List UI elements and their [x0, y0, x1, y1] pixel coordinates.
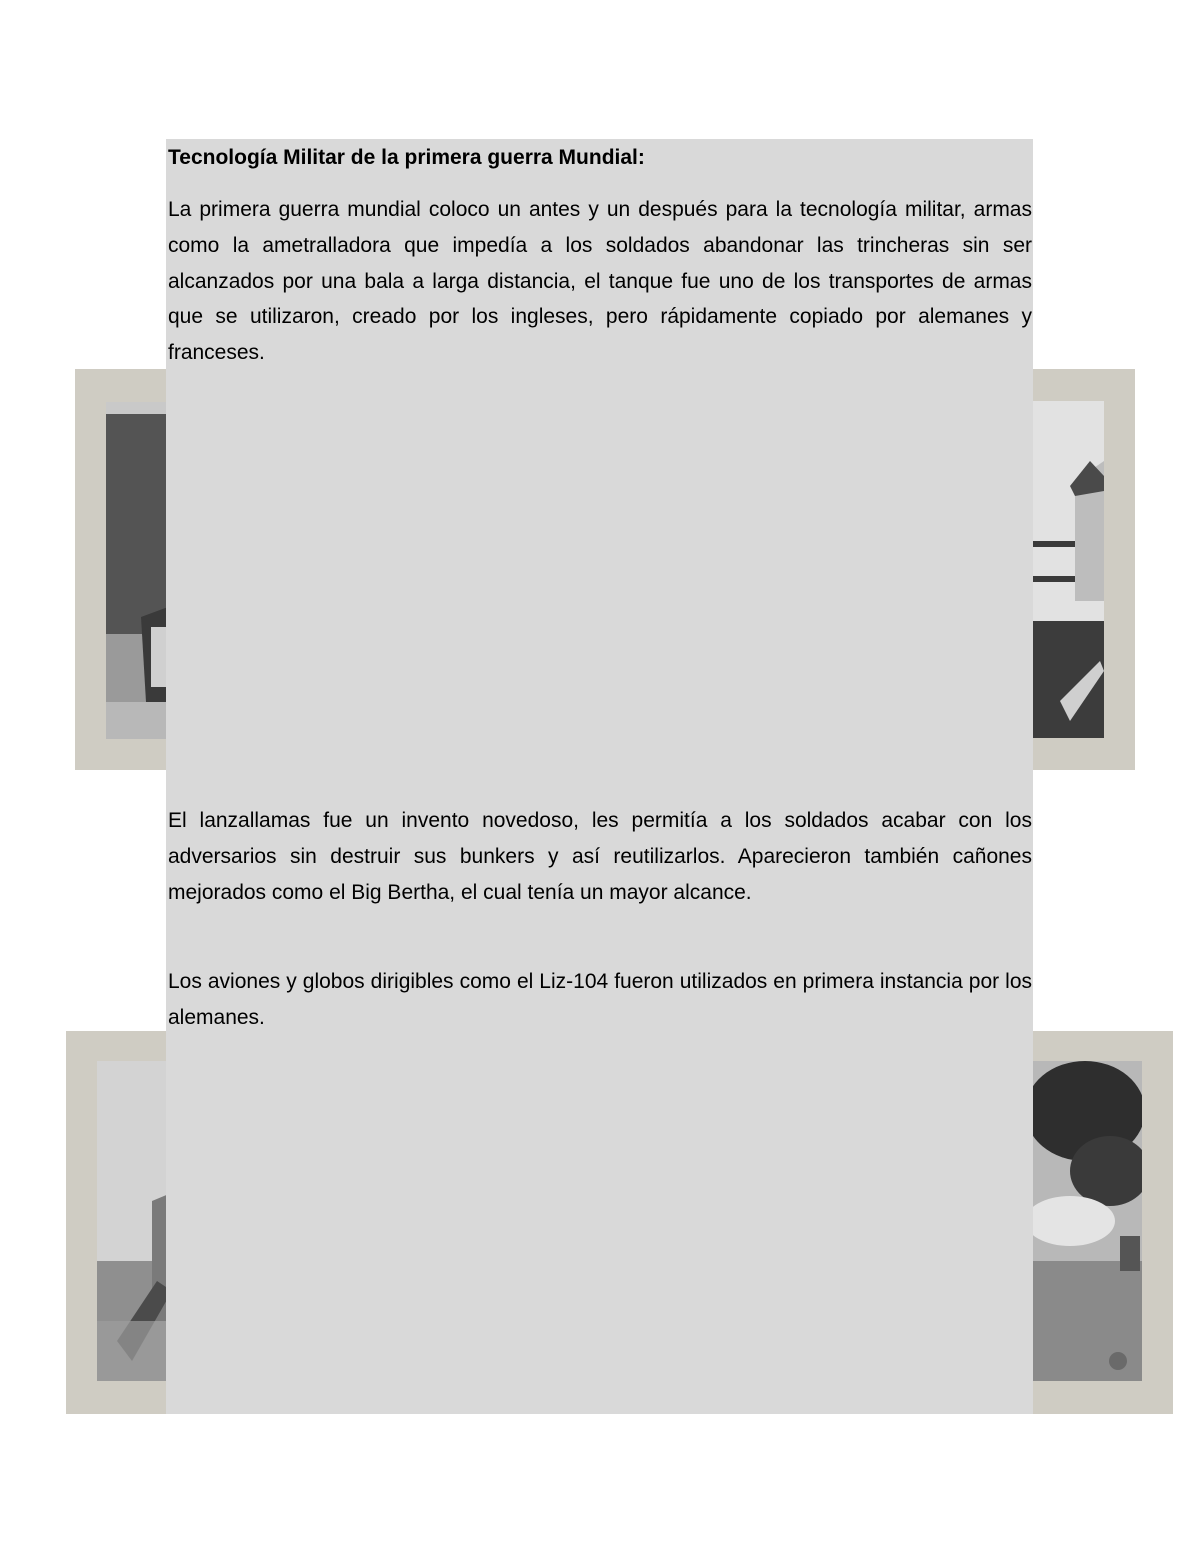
paragraph-flamethrower: El lanzallamas fue un invento novedoso, les permitía a los soldados acabar con los adversarios sin destruir sus bunkers y así reutilizarlos. Aparecieron también cañones mejorados como el Big Bertha, el cual tenía un mayor alcance. [168, 809, 1032, 904]
photo-ww1-explosion-right [1030, 1061, 1142, 1381]
paragraph-intro: La primera guerra mundial coloco un antes y un después para la tecnología militar, armas como la ametralladora que impedía a los soldados abandonar las trincheras sin ser alcanzados por una bala a larga distancia, el tanque fue uno de los transportes de armas que se utilizaron, creado por los ingleses, pero rápidamente copiado por alemanes y franceses. [168, 198, 1032, 365]
paragraph-aircraft: Los aviones y globos dirigibles como el Liz-104 fueron utilizados en primera instancia por los alemanes. [168, 970, 1032, 1029]
photo-ww1-house-right [1030, 401, 1104, 738]
document-title: Tecnología Militar de la primera guerra Mundial: [168, 146, 645, 169]
photo-ww1-tank-left [97, 1061, 176, 1381]
